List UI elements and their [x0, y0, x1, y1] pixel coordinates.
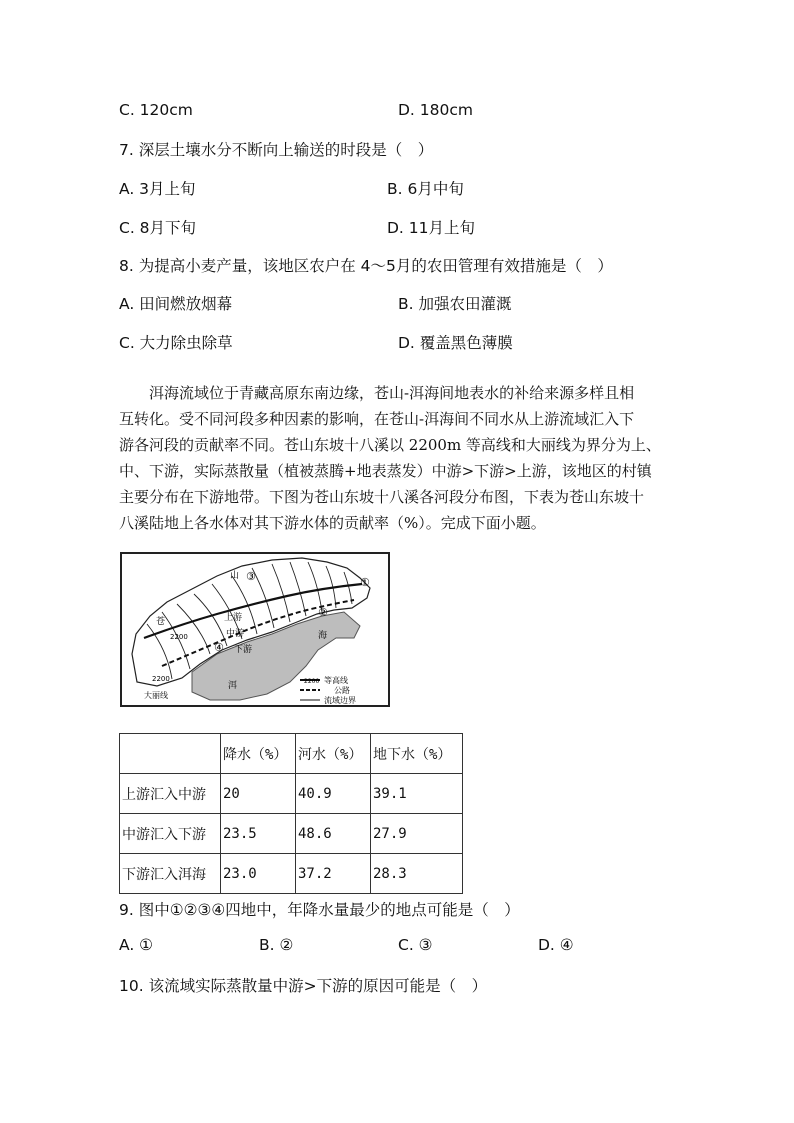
- q9-option-b: B. ②: [259, 936, 294, 954]
- map-legend: [300, 675, 356, 705]
- table-header-cell: 地下水（%）: [371, 734, 463, 774]
- q6-option-d: D. 180cm: [398, 101, 473, 119]
- legend-boundary-label: 流域边界: [324, 696, 356, 705]
- table-row: [120, 774, 463, 814]
- map-label-shan: 山: [230, 571, 240, 581]
- q7-option-d: D. 11月上旬: [387, 219, 476, 237]
- map-contour-2200-b: 2200: [152, 675, 170, 683]
- passage-line-3: 游各河段的贡献率不同。苍山东坡十八溪以 2200m 等高线和大丽线为界分为上、: [119, 436, 661, 454]
- table-cell: 48.6: [296, 814, 371, 854]
- q8-option-c: C. 大力除虫除草: [119, 334, 233, 352]
- map-point-1: ①: [360, 576, 370, 589]
- table-cell: 28.3: [371, 854, 463, 894]
- table-cell: 上游汇入中游: [120, 774, 221, 814]
- map-point-2: ②: [318, 606, 328, 619]
- q7-option-b: B. 6月中旬: [387, 180, 464, 198]
- map-label-er: 洱: [228, 681, 238, 691]
- q8-option-d: D. 覆盖黑色薄膜: [398, 334, 513, 352]
- q7-option-a: A. 3月上旬: [119, 180, 196, 198]
- q7-option-c: C. 8月下旬: [119, 219, 197, 237]
- legend-contour-number: 2200: [304, 678, 320, 685]
- legend-road-label: 公路: [334, 686, 350, 695]
- q8-option-b: B. 加强农田灌溉: [398, 295, 512, 313]
- table-cell: 40.9: [296, 774, 371, 814]
- q8-stem: 8. 为提高小麦产量，该地区农户在 4～5月的农田管理有效措施是（ ）: [119, 257, 613, 275]
- map-point-3: ③: [246, 570, 256, 583]
- table-header-cell: [120, 734, 221, 774]
- passage-line-4: 中、下游，实际蒸散量（植被蒸腾+地表蒸发）中游>下游>上游，该地区的村镇: [119, 462, 652, 480]
- q8-option-a: A. 田间燃放烟幕: [119, 295, 233, 313]
- map-point-4: ④: [214, 641, 224, 654]
- passage-line-1: 洱海流域位于青藏高原东南边缘，苍山-洱海间地表水的补给来源多样且相: [149, 384, 635, 402]
- legend-contour-label: 等高线: [324, 676, 348, 685]
- map-label-hai: 海: [318, 631, 328, 641]
- watershed-map-drawing: [122, 554, 388, 705]
- table-cell: 23.5: [221, 814, 296, 854]
- q9-option-c: C. ③: [398, 936, 433, 954]
- passage-line-2: 互转化。受不同河段多种因素的影响，在苍山-洱海间不同水从上游流域汇入下: [119, 410, 635, 428]
- table-cell: 20: [221, 774, 296, 814]
- map-label-lower: 下游: [234, 645, 253, 655]
- table-cell: 中游汇入下游: [120, 814, 221, 854]
- q10-stem: 10. 该流域实际蒸散量中游>下游的原因可能是（ ）: [119, 977, 488, 995]
- passage-line-5: 主要分布在下游地带。下图为苍山东坡十八溪各河段分布图，下表为苍山东坡十: [119, 488, 645, 506]
- contribution-table: [119, 733, 463, 894]
- table-cell: 37.2: [296, 854, 371, 894]
- map-label-dali-line: 大丽线: [144, 691, 168, 700]
- table-cell: 27.9: [371, 814, 463, 854]
- watershed-map: [120, 552, 390, 707]
- table-row: [120, 854, 463, 894]
- passage-line-6: 八溪陆地上各水体对其下游水体的贡献率（%）。完成下面小题。: [119, 514, 546, 532]
- table-header-row: [120, 734, 463, 774]
- table-row: [120, 814, 463, 854]
- map-contour-2200-a: 2200: [170, 633, 188, 641]
- table-cell: 23.0: [221, 854, 296, 894]
- q9-option-a: A. ①: [119, 936, 154, 954]
- table-cell: 39.1: [371, 774, 463, 814]
- map-label-middle: 中游: [226, 629, 245, 639]
- map-label-upper: 上游: [224, 613, 243, 623]
- q6-option-c: C. 120cm: [119, 101, 193, 119]
- q7-stem: 7. 深层土壤水分不断向上输送的时段是（ ）: [119, 141, 434, 159]
- table-cell: 下游汇入洱海: [120, 854, 221, 894]
- q9-stem: 9. 图中①②③④四地中，年降水量最少的地点可能是（ ）: [119, 901, 520, 919]
- map-label-cang: 苍: [156, 617, 166, 627]
- q9-option-d: D. ④: [538, 936, 574, 954]
- table-header-cell: 降水（%）: [221, 734, 296, 774]
- table-header-cell: 河水（%）: [296, 734, 371, 774]
- reading-passage: [119, 380, 699, 536]
